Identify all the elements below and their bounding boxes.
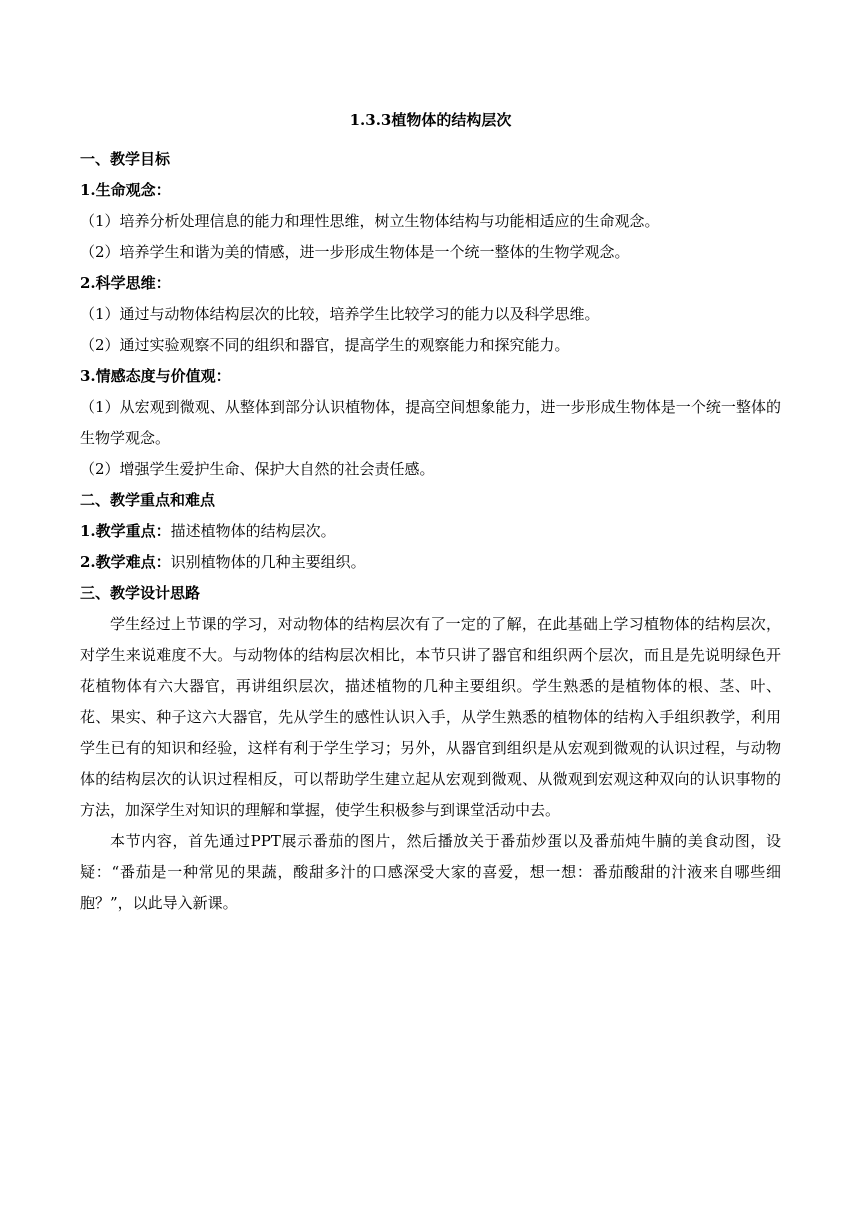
list-item: （1）从宏观到微观、从整体到部分认识植物体，提高空间想象能力，进一步形成生物体是一个统一整体的生物学观念。 (80, 398, 781, 447)
paragraph: 学生经过上节课的学习，对动物体的结构层次有了一定的了解，在此基础上学习植物体的结构层次，对学生来说难度不大。与动物体的结构层次相比，本节只讲了器官和组织两个层次，而且是先说明绿色开花植物体有六大器官，再讲组织层次，描述植物的几种主要组织。学生熟悉的是植物体的根、茎、叶、花、果实、种子这六大器官，先从学生的感性认识入手，从学生熟悉的植物体的结构入手组织教学，利用学生已有的知识和经验，这样有利于学生学习；另外，从器官到组织是从宏观到微观的认识过程，与动物体的结构层次的认识过程相反，可以帮助学生建立起从宏观到微观、从微观到宏观这种双向的认识事物的方法，加深学生对知识的理解和掌握，使学生积极参与到课堂活动中去。 (80, 615, 781, 819)
section-heading-key-points: 二、教学重点和难点 (80, 491, 216, 509)
key-point-line (80, 516, 781, 547)
key-point-label: 1.教学重点： (80, 522, 171, 540)
list-item: （2）通过实验观察不同的组织和器官，提高学生的观察能力和探究能力。 (80, 336, 570, 354)
section-heading-design: 三、教学设计思路 (80, 584, 201, 602)
subheading-attitude-values: 3.情感态度与价值观： (80, 367, 231, 385)
list-item: （1）通过与动物体结构层次的比较，培养学生比较学习的能力以及科学思维。 (80, 305, 600, 323)
subheading-life-concept: 1.生命观念： (80, 181, 171, 199)
difficulty-label: 2.教学难点： (80, 553, 171, 571)
document-title: 1.3.3植物体的结构层次 (349, 111, 512, 129)
list-item: （2）培养学生和谐为美的情感，进一步形成生物体是一个统一整体的生物学观念。 (80, 243, 630, 261)
difficulty-line (80, 547, 781, 578)
subheading-scientific-thinking: 2.科学思维： (80, 274, 171, 292)
paragraph: 本节内容，首先通过PPT展示番茄的图片，然后播放关于番茄炒蛋以及番茄炖牛腩的美食动图，设疑：“番茄是一种常见的果蔬，酸甜多汁的口感深受大家的喜爱，想一想：番茄酸甜的汁液来自哪些细胞？”，以此导入新课。 (80, 832, 781, 912)
list-item: （2）增强学生爱护生命、保护大自然的社会责任感。 (80, 460, 435, 478)
section-heading-objectives: 一、教学目标 (80, 150, 171, 168)
document-page (80, 105, 781, 919)
list-item: （1）培养分析处理信息的能力和理性思维，树立生物体结构与功能相适应的生命观念。 (80, 212, 660, 230)
difficulty-text: 识别植物体的几种主要组织。 (170, 553, 366, 571)
key-point-text: 描述植物体的结构层次。 (170, 522, 336, 540)
